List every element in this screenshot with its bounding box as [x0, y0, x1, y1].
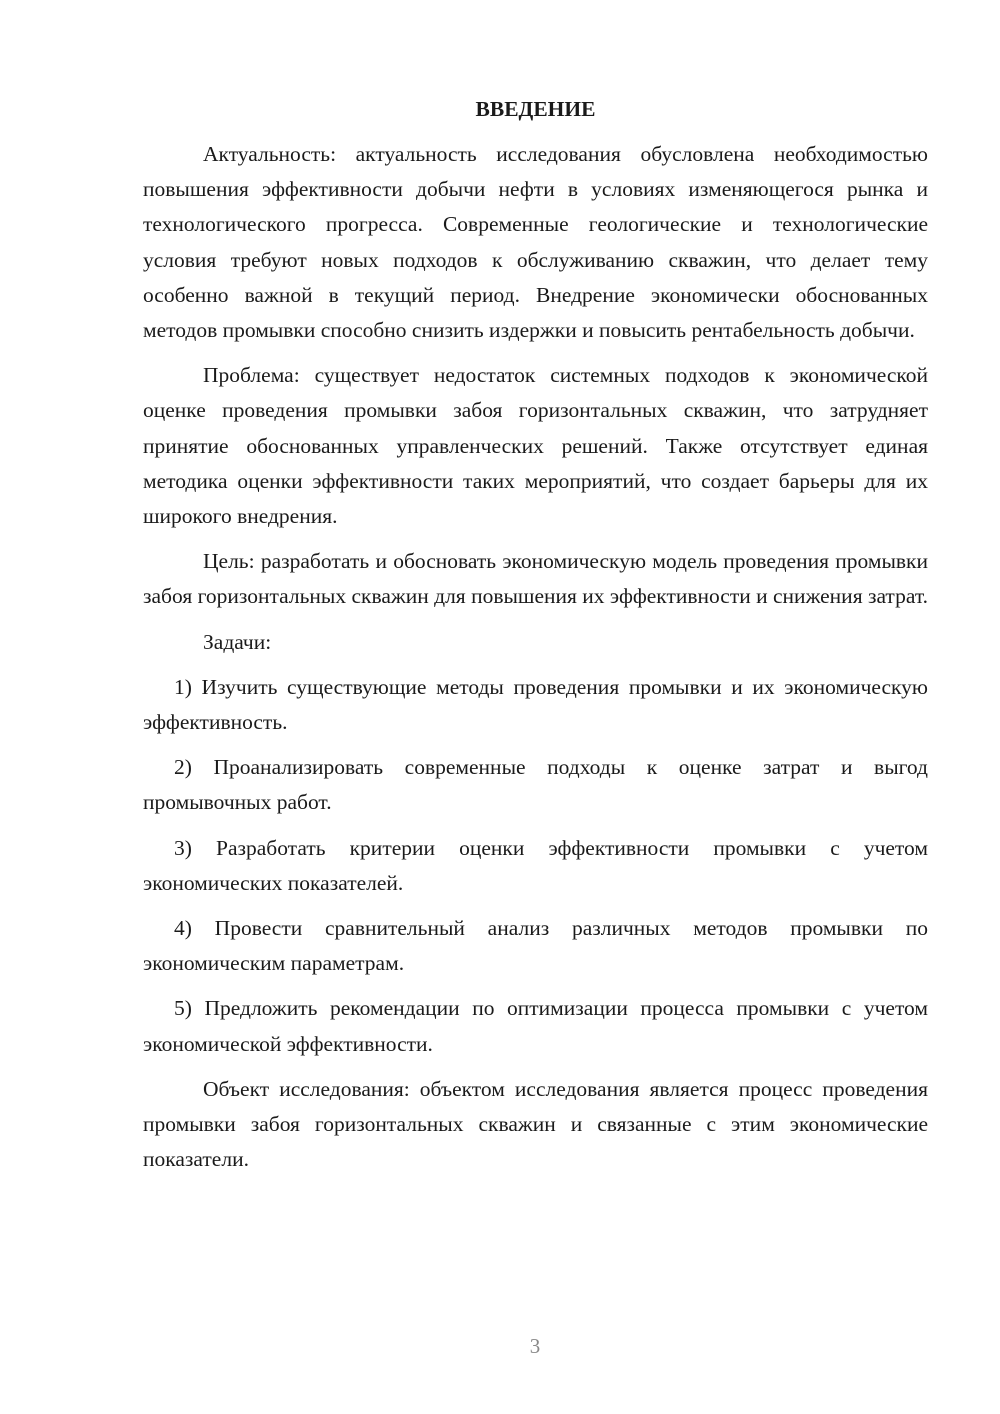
paragraph-goal: Цель: разработать и обосновать экономическую модель проведения промывки забоя горизонтальных скважин для повышения их эффективности и снижения затрат. [143, 549, 928, 609]
page-content [143, 92, 928, 1187]
task-item-1: 1) Изучить существующие методы проведения промывки и их экономическую эффективность. [143, 674, 928, 735]
task-item-4: 4) Провести сравнительный анализ различных методов промывки по экономическим параметрам. [143, 916, 928, 976]
task-item-3: 3) Разработать критерии оценки эффективности промывки с учетом экономических показателей. [143, 835, 928, 895]
section-heading: ВВЕДЕНИЕ [475, 97, 596, 121]
paragraph-problem: Проблема: существует недостаток системных подходов к экономической оценке проведения промывки забоя горизонтальных скважин, что затрудняет принятие обоснованных управленческих решений. Также отсутствует единая методика оценки эффективности таких мероприятий, что создает барьеры для их широкого внедрения. [143, 363, 928, 529]
tasks-label: Задачи: [203, 629, 272, 654]
paragraph-object: Объект исследования: объектом исследования является процесс проведения промывки забоя горизонтальных скважин и связанные с этим экономические показатели. [143, 1076, 928, 1172]
task-item-2: 2) Проанализировать современные подходы к оценке затрат и выгод промывочных работ. [143, 755, 928, 815]
page-number: 3 [529, 1334, 541, 1358]
paragraph-relevance: Актуальность: актуальность исследования обусловлена необходимостью повышения эффективности добычи нефти в условиях изменяющегося рынка и технологического прогресса. Современные геологические и технологические условия требуют новых подходов к обслуживанию скважин, что делает тему особенно важной в текущий период. Внедрение экономически обоснованных методов промывки способно снизить издержки и повысить рентабельность добычи. [143, 142, 928, 343]
task-item-5: 5) Предложить рекомендации по оптимизации процесса промывки с учетом экономической эффективности. [143, 996, 928, 1056]
